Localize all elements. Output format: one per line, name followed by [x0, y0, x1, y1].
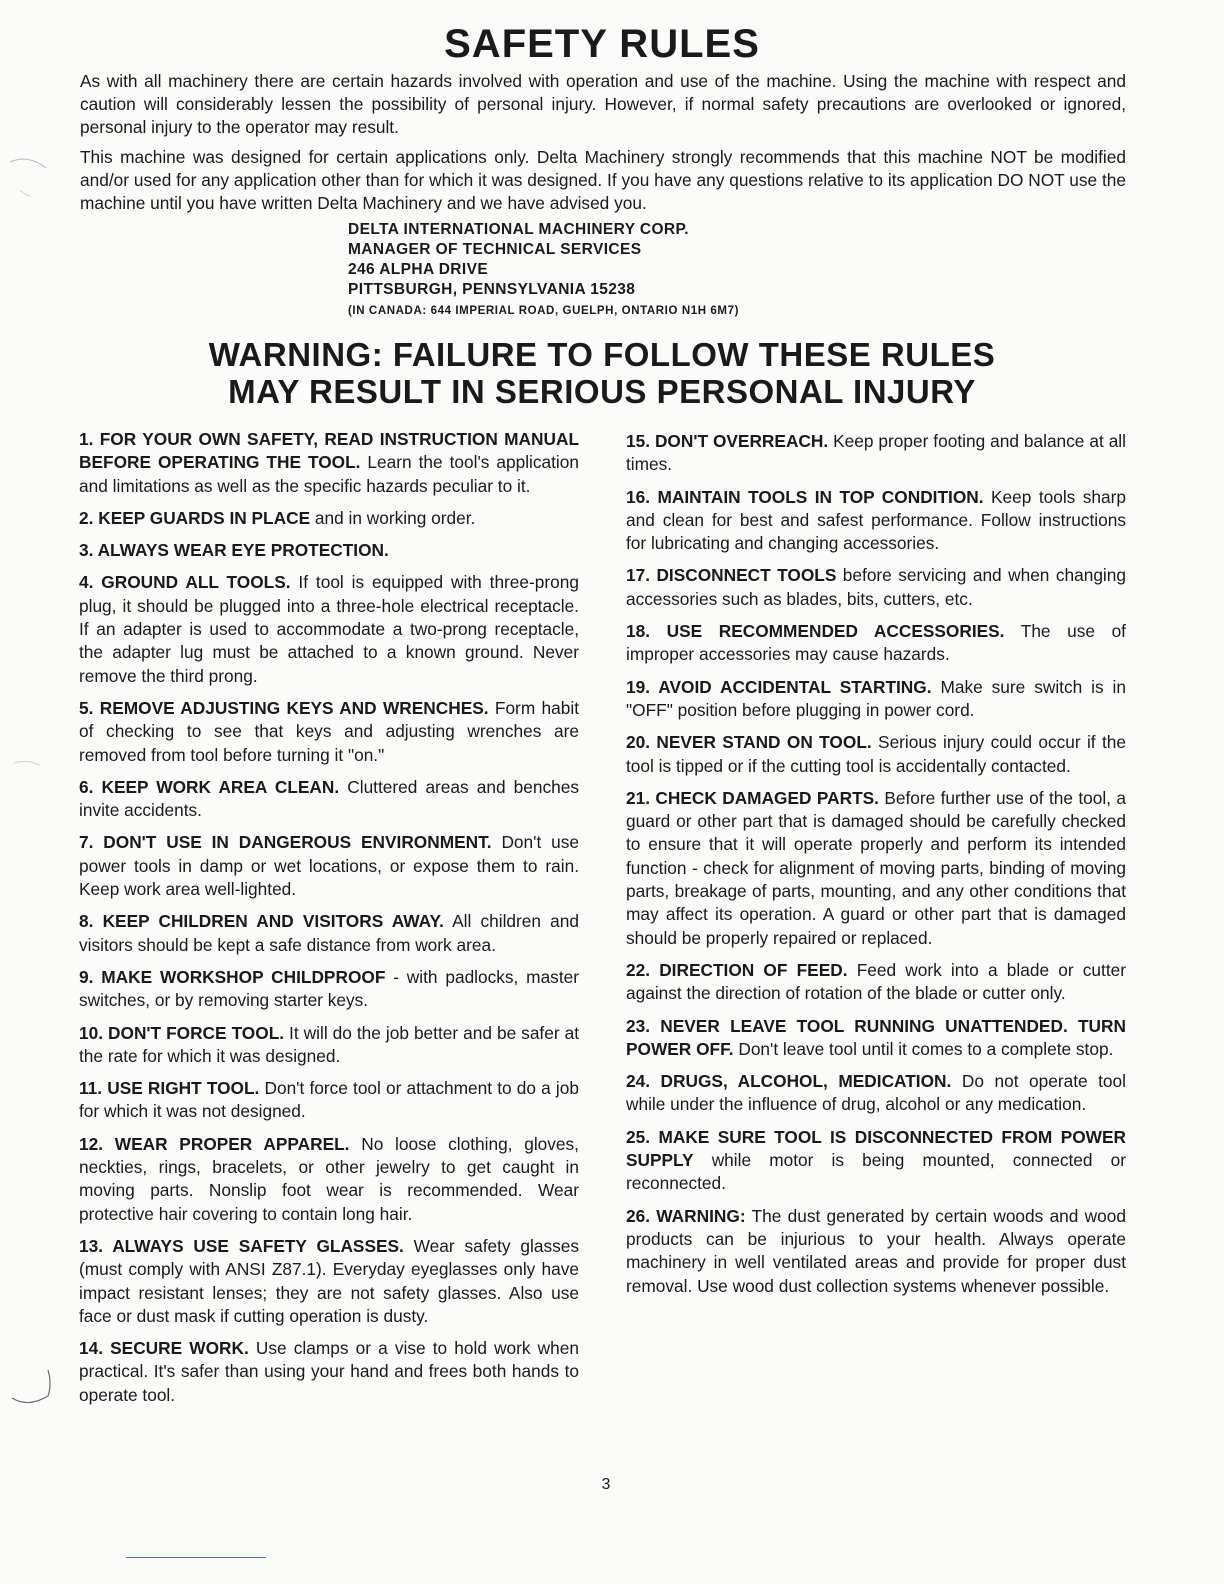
safety-rule — [79, 831, 579, 901]
safety-rule-heading: 12. WEAR PROPER APPAREL. — [79, 1133, 350, 1154]
safety-rule-text: - with padlocks, master switches, or by removing starter keys. — [79, 966, 579, 1011]
safety-rule-text: Form habit of checking to see that keys and adjusting wrenches are removed from tool before turning it "on." — [79, 697, 579, 765]
safety-rule-text: It will do the job better and be safer at the rate for which it was designed. — [79, 1022, 580, 1066]
safety-rule-text: Feed work into a blade or cutter against the direction of rotation of the blade or cutter only. — [626, 959, 1127, 1004]
safety-rule-text: Don't force tool or attachment to do a job for which it was not designed. — [79, 1078, 579, 1122]
safety-rule-heading: 19. AVOID ACCIDENTAL STARTING. — [626, 676, 932, 697]
safety-rule — [79, 910, 579, 957]
safety-rule-heading: 9. MAKE WORKSHOP CHILDPROOF — [79, 966, 386, 987]
address-line-company: DELTA INTERNATIONAL MACHINERY CORP. — [348, 221, 689, 238]
safety-rule-text: Wear safety glasses (must comply with ANSI Z87.1). Everyday eyeglasses only have impact resistant lenses; they are not safety glasses. Also use face or dust mask if cutting operation is dusty. — [79, 1235, 579, 1326]
scan-edge-mark-middle — [6, 755, 56, 775]
safety-rule-heading: 20. NEVER STAND ON TOOL. — [626, 732, 872, 753]
safety-rule-heading: 21. CHECK DAMAGED PARTS. — [626, 787, 879, 808]
safety-rule — [626, 1126, 1126, 1196]
safety-rule — [626, 959, 1126, 1006]
safety-rule — [79, 776, 579, 823]
safety-rule — [626, 620, 1126, 667]
safety-rule-heading: 24. DRUGS, ALCOHOL, MEDICATION. — [626, 1071, 952, 1092]
safety-rule-heading: 13. ALWAYS USE SAFETY GLASSES. — [79, 1235, 404, 1256]
safety-rule — [79, 1235, 579, 1328]
safety-rule-heading: 2. KEEP GUARDS IN PLACE — [79, 507, 311, 528]
safety-rule — [79, 428, 579, 498]
safety-rule-heading: 6. KEEP WORK AREA CLEAN. — [79, 776, 340, 797]
safety-rule-text: Keep tools sharp and clean for best and safest performance. Follow instructions for lubricating and changing accessories. — [626, 486, 1126, 554]
intro-paragraph-1: As with all machinery there are certain hazards involved with operation and use of the machine. Using the machine with respect and caution will considerably lessen the possibility of personal injury. However, if normal safety precautions are overlooked or ignored, personal injury to the operator may result. — [80, 71, 1126, 137]
address-line-canada: (IN CANADA: 644 IMPERIAL ROAD, GUELPH, ONTARIO N1H 6M7) — [348, 305, 740, 317]
safety-rule-heading: 25. MAKE SURE TOOL IS DISCONNECTED FROM POWER SUPPLY — [626, 1126, 1126, 1171]
safety-rule — [79, 507, 579, 530]
safety-rule — [79, 697, 579, 767]
safety-rule-heading: 18. USE RECOMMENDED ACCESSORIES. — [626, 621, 1005, 642]
safety-rule-text: Learn the tool's application and limitations as well as the specific hazards peculiar to it. — [79, 452, 579, 496]
safety-rule-text: Cluttered areas and benches invite accidents. — [79, 776, 579, 821]
safety-rule-heading: 26. WARNING: — [626, 1205, 746, 1226]
safety-rule-text: Serious injury could occur if the tool is tipped or if the cutting tool is accidentally contacted. — [626, 732, 1126, 776]
address-line-city: PITTSBURGH, PENNSYLVANIA 15238 — [348, 281, 636, 298]
scan-edge-mark-top — [6, 150, 56, 210]
warning-heading — [0, 336, 1204, 410]
safety-rule — [79, 1133, 579, 1226]
safety-rule-text: Before further use of the tool, a guard or other part that is damaged should be carefully checked to ensure that it will operate properly and perform its intended function - check for alignment of moving parts, binding of moving parts, breakage of parts, mounting, and any other conditions that may affect its operation. A guard or other part that is damaged should be properly repaired or replaced. — [626, 787, 1127, 948]
safety-rule-text: The dust generated by certain woods and wood products can be injurious to your health. Always operate machinery in well ventilated areas and provide for proper dust removal. Use wood dust collection systems whenever possible. — [626, 1205, 1126, 1296]
safety-rule-heading: 4. GROUND ALL TOOLS. — [79, 572, 291, 593]
safety-rule-text: All children and visitors should be kept a safe distance from work area. — [79, 911, 579, 955]
safety-rule — [626, 564, 1126, 611]
safety-rule-heading: 3. ALWAYS WEAR EYE PROTECTION. — [79, 540, 389, 561]
safety-rule-heading: 7. DON'T USE IN DANGEROUS ENVIRONMENT. — [79, 832, 492, 853]
page-title: SAFETY RULES — [444, 22, 760, 66]
warning-line-1: WARNING: FAILURE TO FOLLOW THESE RULES — [208, 336, 996, 373]
safety-rule-heading: 22. DIRECTION OF FEED. — [626, 959, 848, 980]
warning-line-2: MAY RESULT IN SERIOUS PERSONAL INJURY — [228, 373, 976, 410]
scan-blue-line — [126, 1557, 266, 1558]
safety-rule — [626, 1015, 1126, 1062]
rules-column-right — [626, 430, 1126, 1307]
safety-rule-heading: 5. REMOVE ADJUSTING KEYS AND WRENCHES. — [79, 697, 489, 718]
safety-rule — [626, 787, 1126, 950]
safety-rule — [626, 430, 1126, 477]
safety-rule-heading: 15. DON'T OVERREACH. — [626, 431, 829, 451]
safety-rule — [79, 1077, 579, 1124]
safety-rule-text: Don't leave tool until it comes to a complete stop. — [733, 1038, 1114, 1059]
safety-rule-text: Don't use power tools in damp or wet locations, or expose them to rain. Keep work area well-lighted. — [79, 832, 579, 900]
safety-rule — [79, 966, 579, 1013]
safety-rule-text: No loose clothing, gloves, neckties, rings, bracelets, or other jewelry to get caught in moving parts. Nonslip foot wear is recommended. Wear protective hair covering to contain long hair. — [79, 1133, 579, 1224]
safety-rule — [626, 676, 1126, 723]
intro-paragraph-2: This machine was designed for certain applications only. Delta Machinery strongly recommends that this machine NOT be modified and/or used for any application other than for which it was designed. If you have any questions relative to its application DO NOT use the machine until you have written Delta Machinery and we have advised you. — [80, 147, 1126, 213]
safety-rule — [79, 1337, 579, 1407]
safety-rule-text: Do not operate tool while under the influence of drug, alcohol or any medication. — [626, 1071, 1126, 1115]
page-number: 3 — [601, 1476, 611, 1493]
safety-rule-text: The use of improper accessories may cause hazards. — [626, 621, 1126, 665]
safety-rule — [626, 1070, 1126, 1117]
safety-rule-text: If tool is equipped with three-prong plug, it should be plugged into a three-hole electrical receptacle. If an adapter is used to accommodate a two-prong receptacle, the adapter lug must be attached to a known ground. Never remove the third prong. — [79, 572, 579, 686]
safety-rule — [626, 1205, 1126, 1298]
safety-rule-heading: 11. USE RIGHT TOOL. — [79, 1078, 260, 1099]
address-line-street: 246 ALPHA DRIVE — [348, 261, 489, 278]
safety-rule-heading: 14. SECURE WORK. — [79, 1338, 249, 1359]
safety-rule-text: and in working order. — [310, 507, 476, 528]
safety-rule-text: while motor is being mounted, connected or reconnected. — [626, 1150, 1126, 1194]
safety-rule — [79, 571, 579, 687]
address-line-department: MANAGER OF TECHNICAL SERVICES — [348, 241, 642, 258]
safety-rule-heading: 1. FOR YOUR OWN SAFETY, READ INSTRUCTION MANUAL BEFORE OPERATING THE TOOL. — [79, 429, 579, 473]
safety-rule-text: Keep proper footing and balance at all times. — [626, 431, 1126, 475]
safety-rule — [626, 486, 1126, 556]
safety-rule-heading: 16. MAINTAIN TOOLS IN TOP CONDITION. — [626, 486, 984, 507]
safety-rule — [626, 731, 1126, 778]
safety-rule-heading: 23. NEVER LEAVE TOOL RUNNING UNATTENDED. TURN POWER OFF. — [626, 1015, 1126, 1059]
safety-rule — [79, 1022, 579, 1069]
company-address — [348, 220, 739, 321]
rules-column-left — [79, 428, 579, 1416]
safety-rule-heading: 10. DON'T FORCE TOOL. — [79, 1022, 285, 1043]
safety-rule-heading: 8. KEEP CHILDREN AND VISITORS AWAY. — [79, 911, 444, 932]
safety-rule-text: Use clamps or a vise to hold work when practical. It's safer than using your hand and frees both hands to operate tool. — [79, 1338, 579, 1405]
safety-rule-heading: 17. DISCONNECT TOOLS — [626, 565, 837, 586]
safety-rule-text: before servicing and when changing accessories such as blades, bits, cutters, etc. — [626, 565, 1126, 609]
scan-edge-mark-bottom — [6, 1362, 56, 1412]
safety-rule — [79, 539, 579, 562]
safety-rule-text: Make sure switch is in "OFF" position before plugging in power cord. — [626, 676, 1127, 720]
